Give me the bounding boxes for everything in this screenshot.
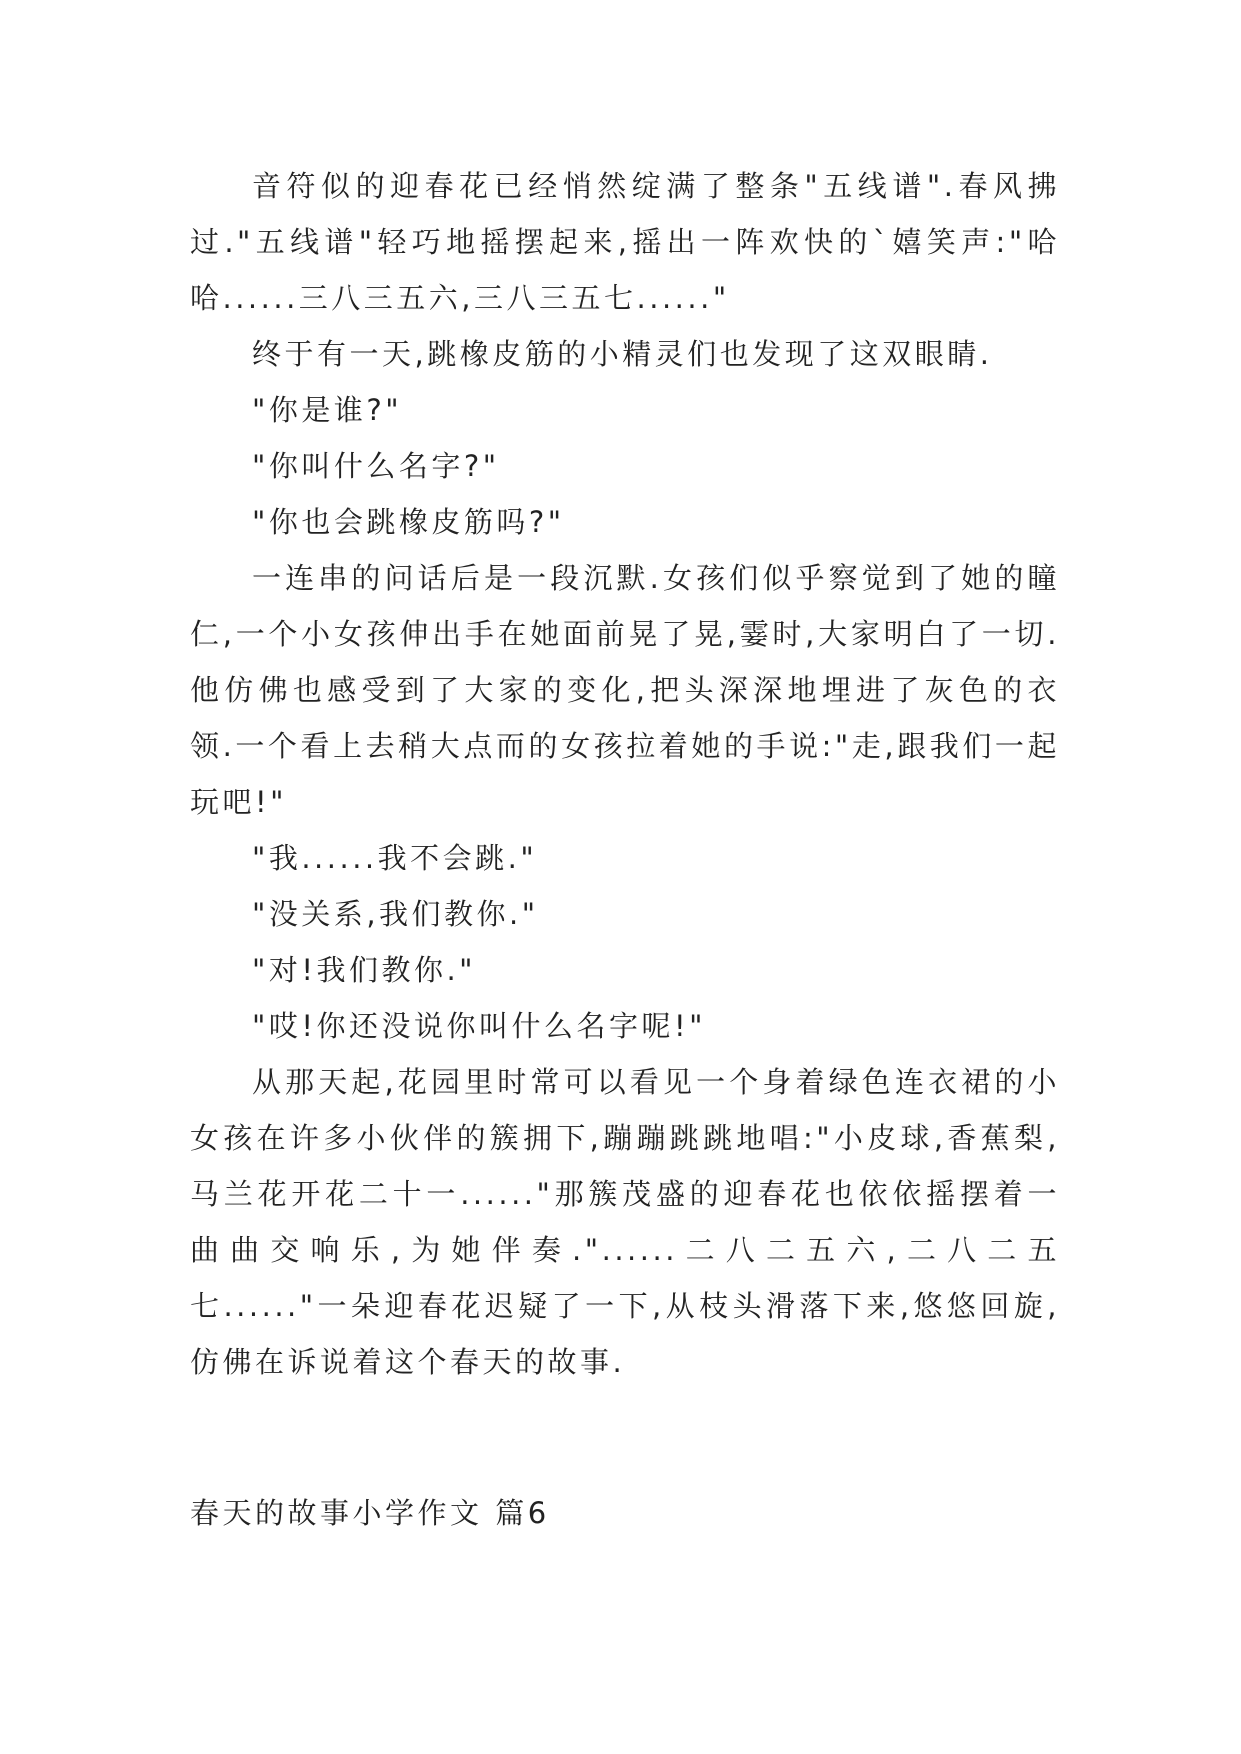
section-heading: 春天的故事小学作文 篇6 (190, 1496, 550, 1530)
paragraph-4: "你叫什么名字?" (252, 449, 500, 483)
paragraph-2: 终于有一天,跳橡皮筋的小精灵们也发现了这双眼睛. (252, 337, 993, 371)
paragraph-10: "哎!你还没说你叫什么名字呢!" (252, 1009, 706, 1043)
paragraph-9: "对!我们教你." (252, 953, 477, 987)
paragraph-8: "没关系,我们教你." (252, 897, 539, 931)
paragraph-7: "我......我不会跳." (252, 841, 538, 875)
story-body (190, 158, 1060, 1390)
paragraph-3: "你是谁?" (252, 393, 403, 427)
paragraph-1: 音符似的迎春花已经悄然绽满了整条"五线谱".春风拂过."五线谱"轻巧地摇摆起来,摇出一阵欢快的`嬉笑声:"哈哈......三八三五六,三八三五七......" (190, 169, 1060, 315)
paragraph-6: 一连串的问话后是一段沉默.女孩们似乎察觉到了她的瞳仁,一个小女孩伸出手在她面前晃了晃,霎时,大家明白了一切.他仿佛也感受到了大家的变化,把头深深地埋进了灰色的衣领.一个看上去稍大点而的女孩拉着她的手说:"走,跟我们一起玩吧!" (190, 561, 1060, 819)
paragraph-5: "你也会跳橡皮筋吗?" (252, 505, 565, 539)
paragraph-11: 从那天起,花园里时常可以看见一个身着绿色连衣裙的小女孩在许多小伙伴的簇拥下,蹦蹦跳跳地唱:"小皮球,香蕉梨,马兰花开花二十一......"那簇茂盛的迎春花也依依摇摆着一曲曲交响乐,为她伴奏."......二八二五六,二八二五七......"一朵迎春花迟疑了一下,从枝头滑落下来,悠悠回旋,仿佛在诉说着这个春天的故事. (190, 1065, 1060, 1379)
